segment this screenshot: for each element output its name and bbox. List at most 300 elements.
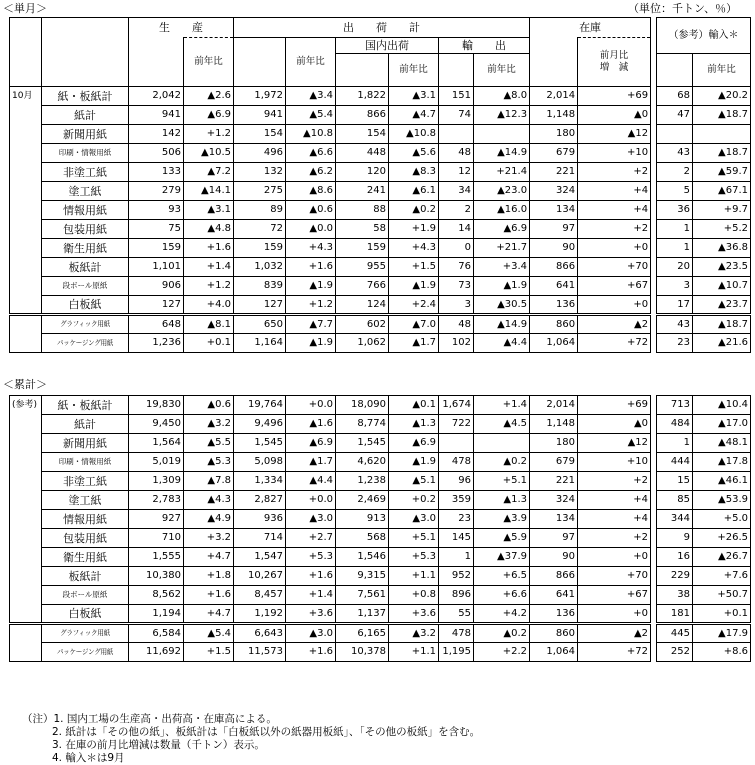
cell-exp-yoy: ▲4.5	[474, 415, 530, 434]
table-row	[10, 87, 651, 106]
cell-dom-yoy: +3.6	[389, 605, 439, 624]
row-name: 非塗工紙	[42, 472, 129, 491]
cell-inv-mom: +0	[578, 548, 651, 567]
cell-exp: 478	[439, 624, 474, 643]
cell-inv-mom: +10	[578, 453, 651, 472]
cell-prod: 93	[129, 201, 184, 220]
cell-prod-yoy: +4.0	[184, 296, 234, 315]
cell-dom: 1,062	[336, 334, 389, 353]
table-row	[10, 315, 651, 334]
table-row	[10, 491, 651, 510]
cell-exp: 1,674	[439, 396, 474, 415]
cell-inv-mom: +70	[578, 567, 651, 586]
cell-dom-yoy: ▲3.1	[389, 87, 439, 106]
cell-inv-mom: +72	[578, 334, 651, 353]
cell-dom-yoy: +0.2	[389, 491, 439, 510]
row-name: グラフィック用紙	[42, 315, 129, 334]
import-row	[657, 529, 751, 548]
cell-dom-yoy: ▲3.0	[389, 510, 439, 529]
cell-inv-mom: +10	[578, 144, 651, 163]
cell-ship-yoy: +5.3	[286, 548, 336, 567]
shipment-value-head	[234, 38, 286, 87]
cell-dom: 58	[336, 220, 389, 239]
import-row	[657, 144, 751, 163]
cell-exp: 34	[439, 182, 474, 201]
cell-prod: 5,019	[129, 453, 184, 472]
cell-prod: 19,830	[129, 396, 184, 415]
cell-dom-yoy: ▲1.7	[389, 334, 439, 353]
monthly-section-label: ＜単月＞	[3, 2, 47, 15]
cell-exp-yoy: +6.6	[474, 586, 530, 605]
name-header-cell	[42, 18, 129, 87]
cell-dom-yoy: ▲6.9	[389, 434, 439, 453]
cell-prod-yoy: ▲10.5	[184, 144, 234, 163]
side-label: (参考)	[10, 396, 42, 624]
cell-prod-yoy: +1.2	[184, 277, 234, 296]
cell-imp: 344	[657, 510, 693, 529]
cell-ship: 839	[234, 277, 286, 296]
cell-prod-yoy: ▲6.9	[184, 106, 234, 125]
cell-ship: 11,573	[234, 643, 286, 662]
table-row	[10, 434, 651, 453]
cell-prod: 11,692	[129, 643, 184, 662]
cell-imp-yoy: +50.7	[693, 586, 751, 605]
cell-exp: 14	[439, 220, 474, 239]
cell-prod: 159	[129, 239, 184, 258]
cell-exp: 478	[439, 453, 474, 472]
cell-prod-yoy: ▲7.8	[184, 472, 234, 491]
monthly-import-body	[657, 87, 751, 353]
import-row	[657, 605, 751, 624]
cell-imp-yoy: ▲17.9	[693, 624, 751, 643]
cell-dom-yoy: ▲5.1	[389, 472, 439, 491]
cell-inv: 866	[530, 567, 578, 586]
cell-imp: 9	[657, 529, 693, 548]
cell-dom: 18,090	[336, 396, 389, 415]
cell-ship-yoy: ▲3.4	[286, 87, 336, 106]
row-name: 情報用紙	[42, 510, 129, 529]
import-value-head	[657, 54, 693, 87]
import-row	[657, 87, 751, 106]
cell-prod-yoy: ▲5.4	[184, 624, 234, 643]
cell-ship-yoy: ▲4.4	[286, 472, 336, 491]
cell-dom-yoy: +1.9	[389, 220, 439, 239]
cell-ship: 6,643	[234, 624, 286, 643]
cell-prod: 9,450	[129, 415, 184, 434]
cell-dom: 159	[336, 239, 389, 258]
domestic-yoy-head: 前年比	[389, 54, 439, 87]
cell-imp-yoy: ▲18.7	[693, 106, 751, 125]
table-row	[10, 201, 651, 220]
cell-dom-yoy: ▲7.0	[389, 315, 439, 334]
cell-inv-mom: +69	[578, 396, 651, 415]
cell-ship-yoy: ▲3.0	[286, 510, 336, 529]
cell-exp-yoy	[474, 434, 530, 453]
cell-ship-yoy: ▲6.9	[286, 434, 336, 453]
cell-imp-yoy: ▲46.1	[693, 472, 751, 491]
cell-prod-yoy: ▲0.6	[184, 396, 234, 415]
import-row	[657, 239, 751, 258]
cell-exp-yoy: ▲5.9	[474, 529, 530, 548]
cell-inv-mom: +2	[578, 529, 651, 548]
cell-dom: 913	[336, 510, 389, 529]
cell-inv-mom: ▲0	[578, 415, 651, 434]
cell-imp: 23	[657, 334, 693, 353]
cumulative-table	[9, 395, 651, 662]
cell-imp: 713	[657, 396, 693, 415]
row-name: 紙計	[42, 106, 129, 125]
table-row	[10, 163, 651, 182]
cell-exp-yoy: ▲12.3	[474, 106, 530, 125]
cell-dom: 1,238	[336, 472, 389, 491]
table-row	[10, 182, 651, 201]
cell-prod-yoy: ▲7.2	[184, 163, 234, 182]
corner-cell	[10, 18, 42, 87]
import-row	[657, 434, 751, 453]
import-row	[657, 163, 751, 182]
cumulative-body	[10, 396, 651, 662]
cell-prod-yoy: ▲5.5	[184, 434, 234, 453]
cell-exp: 73	[439, 277, 474, 296]
cell-prod-yoy: ▲4.8	[184, 220, 234, 239]
cell-prod: 6,584	[129, 624, 184, 643]
shipment-header: 出 荷 計	[234, 18, 530, 38]
cell-exp-yoy: ▲4.4	[474, 334, 530, 353]
cell-inv-mom: ▲12	[578, 125, 651, 144]
cell-ship: 1,334	[234, 472, 286, 491]
cell-imp: 444	[657, 453, 693, 472]
table-row	[10, 605, 651, 624]
cell-prod-yoy: ▲8.1	[184, 315, 234, 334]
cell-inv: 860	[530, 624, 578, 643]
cell-exp-yoy: ▲37.9	[474, 548, 530, 567]
cell-dom: 9,315	[336, 567, 389, 586]
cell-exp-yoy: ▲1.3	[474, 491, 530, 510]
import-row	[657, 453, 751, 472]
cell-exp-yoy: +3.4	[474, 258, 530, 277]
cell-imp-yoy: ▲59.7	[693, 163, 751, 182]
cell-imp-yoy: ▲10.7	[693, 277, 751, 296]
cell-ship-yoy: +1.4	[286, 586, 336, 605]
cell-ship: 941	[234, 106, 286, 125]
row-name: パッケージング用紙	[42, 643, 129, 662]
cell-imp: 17	[657, 296, 693, 315]
cell-imp-yoy: ▲67.1	[693, 182, 751, 201]
row-name: 紙・板紙計	[42, 396, 129, 415]
cell-dom: 154	[336, 125, 389, 144]
cell-imp-yoy: ▲18.7	[693, 315, 751, 334]
cell-prod: 1,564	[129, 434, 184, 453]
cell-imp: 47	[657, 106, 693, 125]
table-row	[10, 144, 651, 163]
cell-exp: 2	[439, 201, 474, 220]
table-row	[10, 106, 651, 125]
domestic-value-head	[336, 54, 389, 87]
cell-inv: 136	[530, 296, 578, 315]
cell-imp: 16	[657, 548, 693, 567]
cell-dom-yoy: +1.5	[389, 258, 439, 277]
row-name: 塗工紙	[42, 182, 129, 201]
cell-ship-yoy: ▲1.6	[286, 415, 336, 434]
cell-prod: 648	[129, 315, 184, 334]
import-row	[657, 548, 751, 567]
cell-exp-yoy: ▲14.9	[474, 315, 530, 334]
row-name: 印刷・情報用紙	[42, 453, 129, 472]
cell-ship-yoy: +0.0	[286, 396, 336, 415]
cell-dom-yoy: ▲0.2	[389, 201, 439, 220]
cell-dom-yoy: +2.4	[389, 296, 439, 315]
cell-exp: 151	[439, 87, 474, 106]
cell-ship-yoy: ▲0.0	[286, 220, 336, 239]
cell-exp-yoy: +6.5	[474, 567, 530, 586]
cell-ship: 8,457	[234, 586, 286, 605]
cell-dom: 6,165	[336, 624, 389, 643]
row-name: 新聞用紙	[42, 125, 129, 144]
cell-exp-yoy: ▲6.9	[474, 220, 530, 239]
cell-inv-mom: ▲0	[578, 106, 651, 125]
cell-imp-yoy: ▲21.6	[693, 334, 751, 353]
cell-ship-yoy: ▲0.6	[286, 201, 336, 220]
row-name: 紙・板紙計	[42, 87, 129, 106]
row-name: 塗工紙	[42, 491, 129, 510]
cumulative-import-body	[657, 396, 751, 662]
cell-inv: 97	[530, 220, 578, 239]
cell-inv: 134	[530, 510, 578, 529]
cell-exp: 359	[439, 491, 474, 510]
import-row	[657, 220, 751, 239]
cell-ship-yoy: ▲1.7	[286, 453, 336, 472]
note-2: 2. 紙計は「その他の紙」、板紙計は「白板紙以外の紙器用板紙」、「その他の板紙」を含む。	[52, 726, 481, 738]
cell-inv-mom: +4	[578, 201, 651, 220]
row-name: 板紙計	[42, 567, 129, 586]
cell-ship: 2,827	[234, 491, 286, 510]
cell-imp: 252	[657, 643, 693, 662]
cell-inv: 221	[530, 472, 578, 491]
cell-inv: 679	[530, 144, 578, 163]
cell-prod-yoy: ▲14.1	[184, 182, 234, 201]
cell-prod-yoy: +1.4	[184, 258, 234, 277]
cell-exp	[439, 434, 474, 453]
cell-dom: 1,545	[336, 434, 389, 453]
cell-ship: 89	[234, 201, 286, 220]
cell-prod: 906	[129, 277, 184, 296]
table-row	[10, 220, 651, 239]
cell-imp-yoy: +5.0	[693, 510, 751, 529]
import-row	[657, 125, 751, 144]
cell-inv-mom: +67	[578, 277, 651, 296]
cell-exp: 74	[439, 106, 474, 125]
cell-inv-mom: +67	[578, 586, 651, 605]
cell-prod-yoy: +0.1	[184, 334, 234, 353]
cell-exp-yoy: ▲14.9	[474, 144, 530, 163]
cell-dom-yoy: ▲5.6	[389, 144, 439, 163]
import-row	[657, 334, 751, 353]
cell-dom: 7,561	[336, 586, 389, 605]
cell-exp: 722	[439, 415, 474, 434]
cell-dom: 124	[336, 296, 389, 315]
cell-exp-yoy: +21.7	[474, 239, 530, 258]
cell-inv-mom: ▲2	[578, 624, 651, 643]
cell-inv-mom: +70	[578, 258, 651, 277]
import-row	[657, 643, 751, 662]
cell-dom: 1,822	[336, 87, 389, 106]
side-label: 10月	[10, 87, 42, 315]
side-spacer	[10, 315, 42, 353]
cell-ship-yoy: +2.7	[286, 529, 336, 548]
cell-inv: 641	[530, 277, 578, 296]
cell-imp: 20	[657, 258, 693, 277]
cell-dom-yoy: ▲3.2	[389, 624, 439, 643]
cell-prod-yoy: ▲4.3	[184, 491, 234, 510]
import-row	[657, 510, 751, 529]
cell-inv: 679	[530, 453, 578, 472]
cell-prod-yoy: +3.2	[184, 529, 234, 548]
cell-imp-yoy: ▲18.7	[693, 144, 751, 163]
production-header: 生 産	[129, 18, 234, 38]
cell-exp	[439, 125, 474, 144]
cell-prod: 927	[129, 510, 184, 529]
cell-imp: 43	[657, 144, 693, 163]
cell-ship: 72	[234, 220, 286, 239]
cell-imp: 1	[657, 239, 693, 258]
cell-exp-yoy: ▲3.9	[474, 510, 530, 529]
cell-dom: 88	[336, 201, 389, 220]
cell-prod-yoy: ▲5.3	[184, 453, 234, 472]
import-row	[657, 201, 751, 220]
table-row	[10, 586, 651, 605]
cell-imp: 36	[657, 201, 693, 220]
cell-imp-yoy: ▲10.4	[693, 396, 751, 415]
cell-ship: 9,496	[234, 415, 286, 434]
cell-exp-yoy: +4.2	[474, 605, 530, 624]
import-header: （参考）輸入＊	[657, 18, 751, 54]
export-header: 輸 出	[439, 38, 530, 54]
row-name: 情報用紙	[42, 201, 129, 220]
cell-prod: 1,309	[129, 472, 184, 491]
cell-inv: 2,014	[530, 87, 578, 106]
table-row	[10, 453, 651, 472]
cell-ship: 1,547	[234, 548, 286, 567]
cell-inv: 860	[530, 315, 578, 334]
cell-dom-yoy: ▲10.8	[389, 125, 439, 144]
import-row	[657, 296, 751, 315]
row-name: 新聞用紙	[42, 434, 129, 453]
cell-dom: 10,378	[336, 643, 389, 662]
cell-exp-yoy: ▲0.2	[474, 453, 530, 472]
cell-imp: 38	[657, 586, 693, 605]
cell-imp	[657, 125, 693, 144]
cell-dom: 120	[336, 163, 389, 182]
cell-prod: 2,783	[129, 491, 184, 510]
production-value-head	[129, 38, 184, 87]
row-name: 衛生用紙	[42, 239, 129, 258]
cell-imp-yoy: ▲17.8	[693, 453, 751, 472]
cell-dom-yoy: +5.3	[389, 548, 439, 567]
cell-exp-yoy: +5.1	[474, 472, 530, 491]
cell-ship-yoy: +3.6	[286, 605, 336, 624]
row-name: 紙計	[42, 415, 129, 434]
cell-dom: 241	[336, 182, 389, 201]
row-name: 板紙計	[42, 258, 129, 277]
cell-inv: 866	[530, 258, 578, 277]
cell-dom: 602	[336, 315, 389, 334]
cumulative-import-table	[656, 395, 751, 662]
cumulative-section-label: ＜累計＞	[3, 378, 47, 391]
import-row	[657, 491, 751, 510]
cell-exp: 12	[439, 163, 474, 182]
cell-imp-yoy: ▲23.7	[693, 296, 751, 315]
import-row	[657, 106, 751, 125]
cell-dom: 8,774	[336, 415, 389, 434]
export-value-head	[439, 54, 474, 87]
cell-inv: 1,148	[530, 415, 578, 434]
cell-dom-yoy: ▲4.7	[389, 106, 439, 125]
cell-ship: 5,098	[234, 453, 286, 472]
cell-imp: 5	[657, 182, 693, 201]
cell-inv-mom: +69	[578, 87, 651, 106]
cell-ship-yoy: ▲1.9	[286, 334, 336, 353]
import-row	[657, 277, 751, 296]
cell-inv: 324	[530, 182, 578, 201]
cell-exp: 1,195	[439, 643, 474, 662]
cell-prod-yoy: ▲3.1	[184, 201, 234, 220]
cell-imp-yoy: ▲17.0	[693, 415, 751, 434]
cell-prod: 1,236	[129, 334, 184, 353]
cell-imp: 68	[657, 87, 693, 106]
import-yoy-head: 前年比	[693, 54, 751, 87]
cell-prod: 127	[129, 296, 184, 315]
cell-inv-mom: +0	[578, 239, 651, 258]
cell-inv: 1,148	[530, 106, 578, 125]
shipment-yoy-head: 前年比	[286, 38, 336, 87]
row-name: 段ボール原紙	[42, 586, 129, 605]
cell-ship: 936	[234, 510, 286, 529]
cell-dom: 866	[336, 106, 389, 125]
cell-dom-yoy: ▲1.3	[389, 415, 439, 434]
cell-inv: 90	[530, 239, 578, 258]
import-row	[657, 415, 751, 434]
cell-exp: 3	[439, 296, 474, 315]
mom-line1: 前月比	[599, 50, 629, 61]
cell-ship-yoy: ▲6.2	[286, 163, 336, 182]
cell-ship-yoy: ▲8.6	[286, 182, 336, 201]
cell-prod-yoy: +1.8	[184, 567, 234, 586]
note-4: 4. 輸入＊は9月	[52, 752, 125, 764]
cell-ship: 496	[234, 144, 286, 163]
inventory-mom-head	[578, 38, 651, 87]
cell-exp: 1	[439, 548, 474, 567]
import-row	[657, 472, 751, 491]
table-row	[10, 624, 651, 643]
cell-inv: 134	[530, 201, 578, 220]
cell-inv: 221	[530, 163, 578, 182]
cell-dom: 1,546	[336, 548, 389, 567]
cell-ship: 1,032	[234, 258, 286, 277]
cell-imp-yoy: ▲48.1	[693, 434, 751, 453]
cell-imp: 1	[657, 434, 693, 453]
import-row	[657, 182, 751, 201]
cell-exp-yoy: ▲1.9	[474, 277, 530, 296]
table-row	[10, 296, 651, 315]
cell-ship: 275	[234, 182, 286, 201]
cell-dom: 766	[336, 277, 389, 296]
cell-exp-yoy: ▲8.0	[474, 87, 530, 106]
cell-imp-yoy: +9.7	[693, 201, 751, 220]
cell-imp: 445	[657, 624, 693, 643]
cell-dom-yoy: +0.8	[389, 586, 439, 605]
cell-imp-yoy: +7.6	[693, 567, 751, 586]
cell-ship: 19,764	[234, 396, 286, 415]
